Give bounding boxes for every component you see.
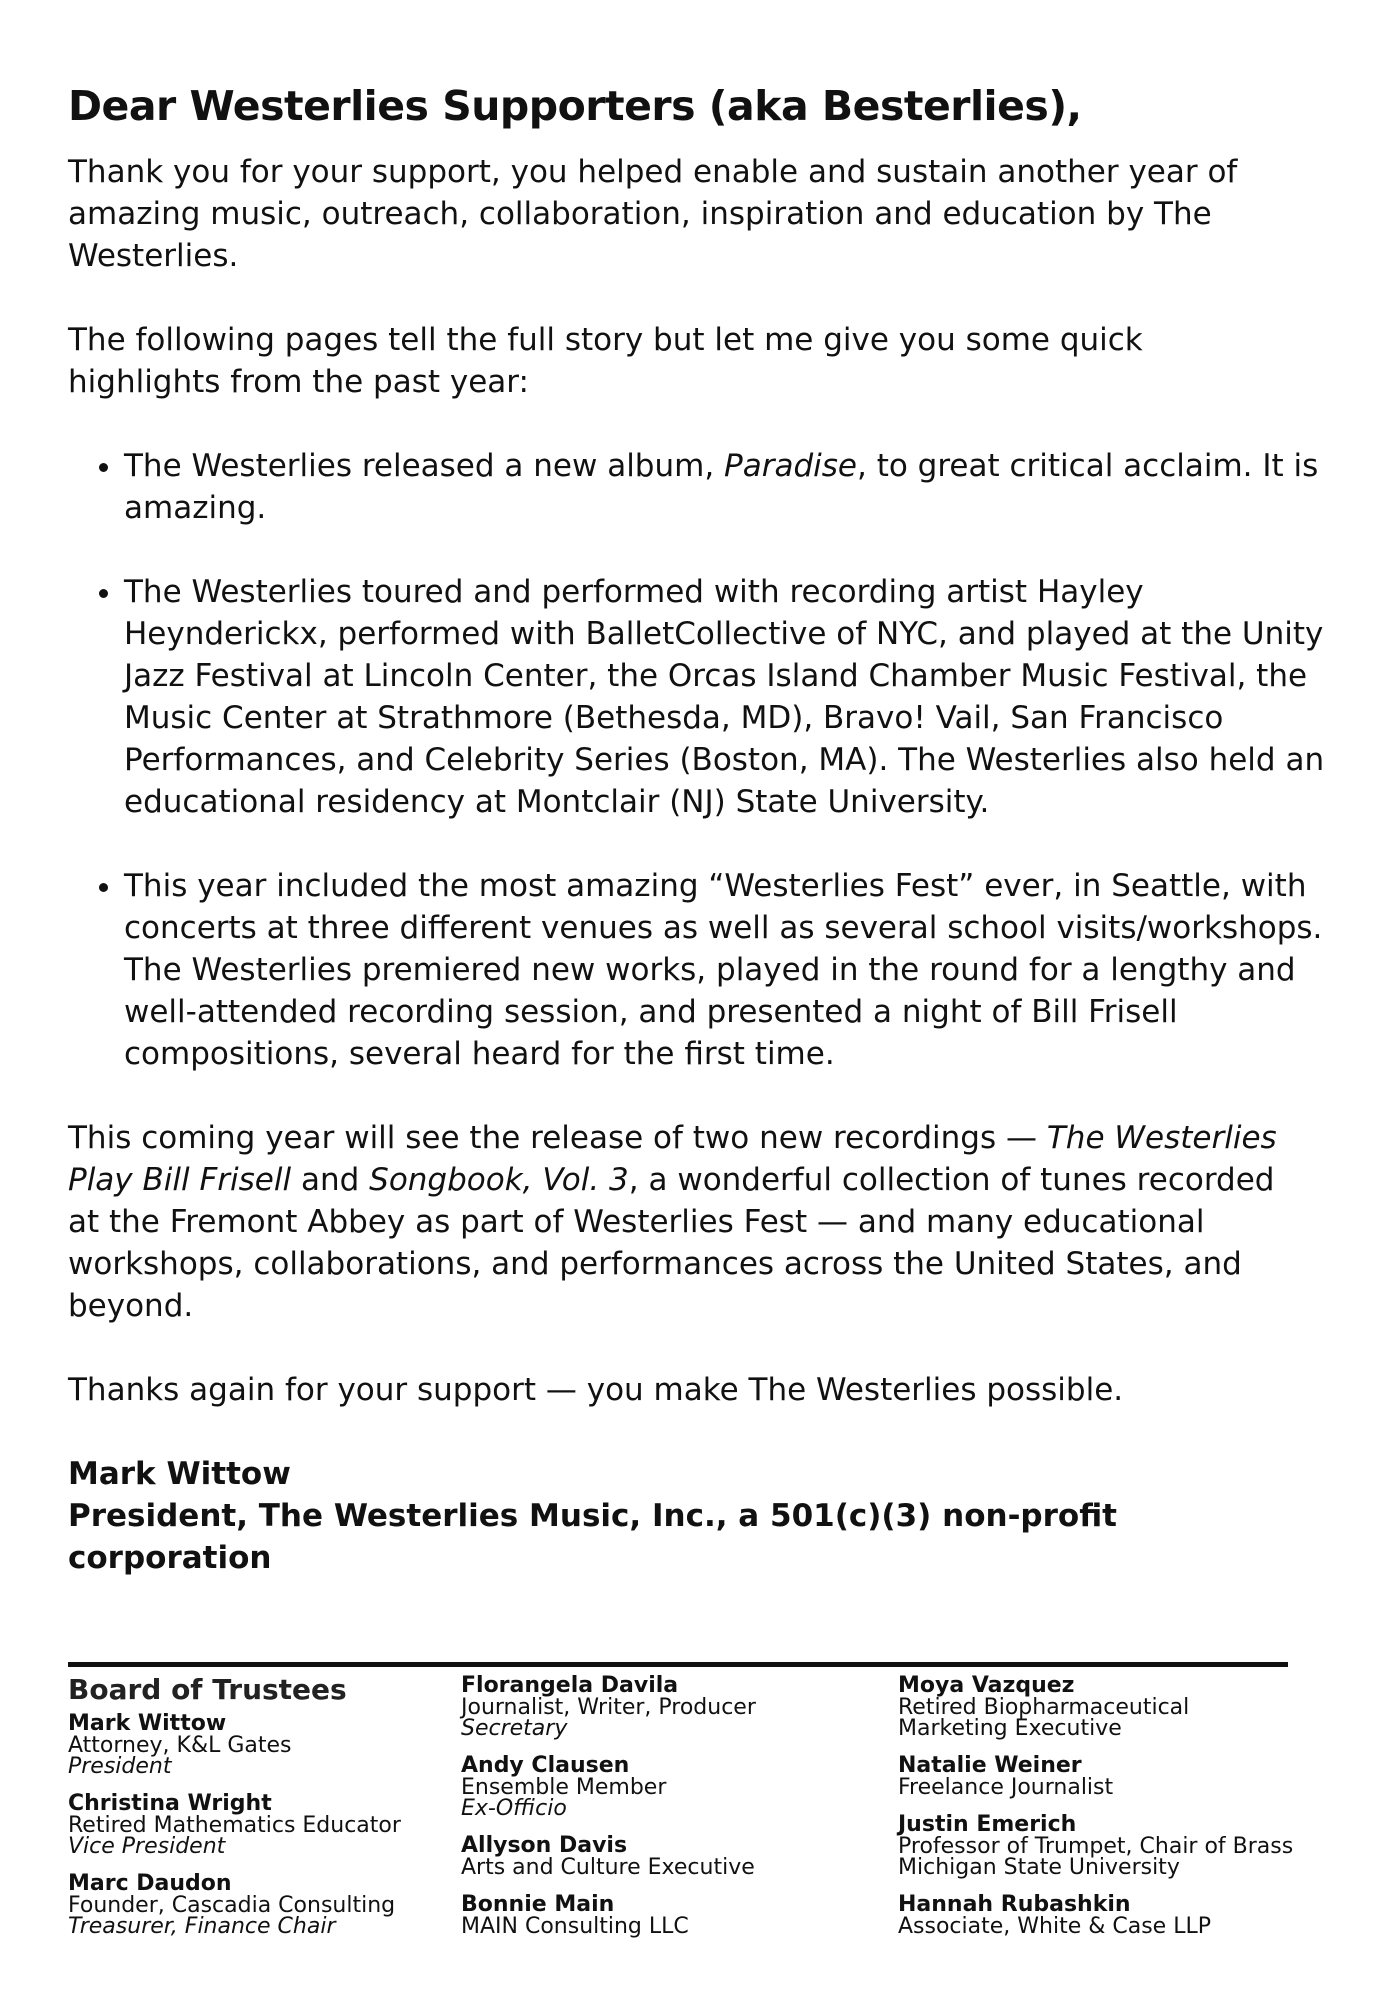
board-of-trustees	[68, 1675, 1348, 1985]
trustee-entry	[461, 1835, 881, 1878]
section-divider	[68, 1662, 1288, 1667]
highlights-intro-paragraph: The following pages tell the full story but let me give you some quick highlights from the past year:	[68, 322, 1143, 401]
trustee-name: Marc Daudon	[68, 1871, 232, 1896]
trustee-entry	[68, 1713, 448, 1777]
trustee-role: Vice President	[68, 1834, 226, 1859]
trustee-affiliation-cont: Michigan State University	[898, 1855, 1180, 1880]
coming-text: , a wonderful collection of tunes recorded at the Fremont Abbey as part of Westerlies Fest — and many educational workshops, collaborations, and performances across the United States, and beyond.	[68, 1162, 1275, 1325]
trustee-name: Bonnie Main	[461, 1892, 615, 1917]
signature-title: President, The Westerlies Music, Inc., a 501(c)(3) non-profit corporation	[68, 1498, 1118, 1577]
trustee-affiliation: Founder, Cascadia Consulting	[68, 1893, 396, 1918]
intro-paragraph: Thank you for your support, you helped enable and sustain another year of amazing music, outreach, collaboration, inspiration and education by The Westerlies.	[68, 154, 1238, 275]
trustee-name: Moya Vazquez	[898, 1673, 1075, 1698]
salutation-heading: Dear Westerlies Supporters (aka Besterlies),	[68, 82, 1082, 130]
trustee-entry	[898, 1675, 1358, 1739]
recording-title: Songbook, Vol. 3	[369, 1162, 629, 1199]
board-title: Board of Trustees	[68, 1673, 347, 1706]
trustee-entry	[68, 1873, 448, 1937]
signature-block	[68, 1453, 1298, 1579]
trustee-affiliation: Retired Biopharmaceutical	[898, 1695, 1190, 1720]
trustee-affiliation: Professor of Trumpet, Chair of Brass	[898, 1834, 1294, 1859]
trustee-affiliation: Freelance Journalist	[898, 1775, 1114, 1800]
recording-title: The Westerlies Play Bill Frisell	[68, 1120, 1277, 1199]
board-column-3	[898, 1675, 1358, 1953]
trustee-affiliation: MAIN Consulting LLC	[461, 1914, 689, 1939]
trustee-affiliation-cont: Marketing Executive	[898, 1716, 1122, 1741]
highlight-text: The Westerlies released a new album,	[124, 448, 725, 485]
trustee-entry	[461, 1894, 881, 1937]
highlights-list	[68, 445, 1354, 1075]
trustee-entry	[898, 1814, 1358, 1878]
trustee-affiliation: Retired Mathematics Educator	[68, 1813, 401, 1838]
trustee-name: Mark Wittow	[68, 1711, 227, 1736]
trustee-affiliation: Attorney, K&L Gates	[68, 1733, 292, 1758]
highlight-item-album	[124, 445, 1354, 529]
trustee-entry	[68, 1793, 448, 1857]
trustee-entry	[898, 1894, 1358, 1937]
trustee-role: President	[68, 1754, 172, 1779]
highlight-text: , to great critical acclaim. It is amazing.	[124, 448, 1319, 527]
signature-name: Mark Wittow	[68, 1456, 291, 1493]
trustee-affiliation: Arts and Culture Executive	[461, 1855, 755, 1880]
coming-text: This coming year will see the release of two new recordings —	[68, 1120, 1047, 1157]
letter-body	[68, 82, 1325, 1579]
trustee-affiliation: Journalist, Writer, Producer	[461, 1695, 756, 1720]
thanks-again-paragraph: Thanks again for your support — you make The Westerlies possible.	[68, 1372, 1124, 1409]
trustee-entry	[461, 1675, 881, 1739]
trustee-entry	[898, 1755, 1358, 1798]
trustee-affiliation: Associate, White & Case LLP	[898, 1914, 1211, 1939]
trustee-role: Ex-Officio	[461, 1796, 567, 1821]
trustee-name: Christina Wright	[68, 1791, 272, 1816]
trustee-name: Florangela Davila	[461, 1673, 679, 1698]
trustee-name: Justin Emerich	[898, 1812, 1077, 1837]
board-column-2	[461, 1675, 881, 1953]
trustee-name: Hannah Rubashkin	[898, 1892, 1131, 1917]
trustee-affiliation: Ensemble Member	[461, 1775, 667, 1800]
trustee-entry	[461, 1755, 881, 1819]
highlight-item-fest: • This year included the most amazing “Westerlies Fest” ever, in Seattle, with concerts at three different venues as well as several school visits/workshops. The Westerlies premiered new works, played in the round for a lengthy and well-attended recording session, and presented a night of Bill Frisell compositions, several heard for the first time.	[124, 865, 1354, 1075]
trustee-role: Treasurer, Finance Chair	[68, 1914, 336, 1939]
trustee-name: Natalie Weiner	[898, 1753, 1082, 1778]
board-column-1	[68, 1675, 448, 1953]
album-title: Paradise	[724, 448, 857, 485]
trustee-name: Allyson Davis	[461, 1833, 628, 1858]
trustee-role: Secretary	[461, 1716, 568, 1741]
trustee-name: Andy Clausen	[461, 1753, 630, 1778]
coming-text: and	[291, 1162, 370, 1199]
highlight-item-tour: • The Westerlies toured and performed with recording artist Hayley Heynderickx, performed with BalletCollective of NYC, and played at the Unity Jazz Festival at Lincoln Center, the Orcas Island Chamber Music Festival, the Music Center at Strathmore (Bethesda, MD), Bravo! Vail, San Francisco Performances, and Celebrity Series (Boston, MA). The Westerlies also held an educational residency at Montclair (NJ) State University.	[124, 571, 1354, 823]
coming-year-paragraph	[68, 1117, 1298, 1327]
